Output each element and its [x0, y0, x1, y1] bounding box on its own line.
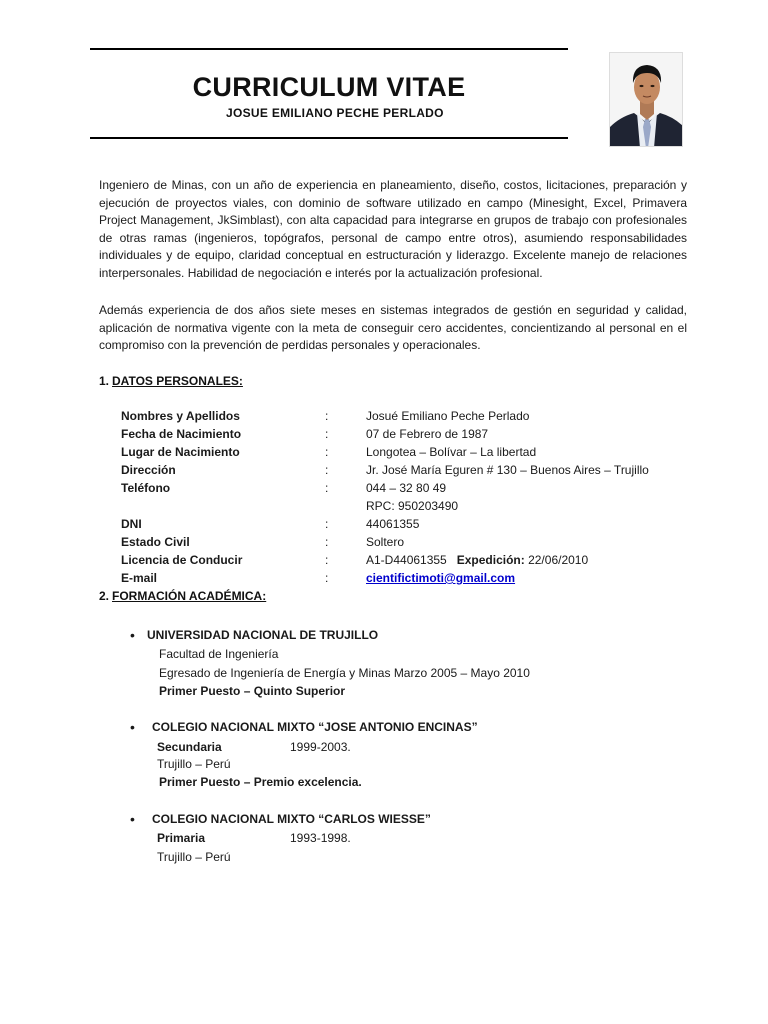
row-label: Dirección [121, 463, 176, 477]
education-institution: COLEGIO NACIONAL MIXTO “JOSE ANTONIO ENCINAS” [152, 720, 478, 734]
row-value [366, 551, 588, 569]
section-title: FORMACIÓN ACADÉMICA: [112, 589, 267, 603]
row-colon: : [325, 535, 329, 549]
license-number: A1-D44061355 [366, 553, 447, 567]
education-place: Trujillo – Perú [157, 757, 231, 771]
row-colon: : [325, 463, 329, 477]
summary-paragraph-2: Además experiencia de dos años siete meses en sistemas integrados de gestión en seguridad y calidad, aplicación de normativa vigente con la meta de conseguir cero accidentes, concientizando al personal en el compromiso con la prevención de perdidas personales y operacionales. [99, 303, 687, 353]
row-value: 44061355 [366, 517, 420, 531]
education-award: Primer Puesto – Premio excelencia. [159, 775, 362, 789]
summary-paragraph-1: Ingeniero de Minas, con un año de experiencia en planeamiento, diseño, costos, licitaciones, preparación y ejecución de proyectos viales, con dominio de software utilizado en campo (Minesight, Excel, Primavera Project Management, JkSimblast), con alta capacidad para integrarse en grupos de trabajo con profesionales de otras ramas (ingenieros, topógrafos, personal de campo entre otros), asumiendo responsabilidades individuales y de equipo, claridad conceptual en estructuración y liderazgo. Excelente manejo de relaciones interpersonales. Habilidad de negociación e interés por la actualización profesional. [99, 178, 687, 280]
education-degree: Egresado de Ingeniería de Energía y Minas Marzo 2005 – Mayo 2010 [159, 666, 530, 680]
row-label: E-mail [121, 571, 158, 585]
row-colon: : [325, 445, 329, 459]
education-years: 1999-2003. [290, 740, 351, 754]
row-colon: : [325, 481, 329, 495]
license-issue-label: Expedición: [456, 553, 525, 567]
cv-title: CURRICULUM VITAE [192, 72, 466, 102]
education-faculty: Facultad de Ingeniería [159, 647, 279, 661]
row-label: Licencia de Conducir [121, 553, 243, 567]
license-issue-date: 22/06/2010 [524, 553, 589, 567]
education-level: Primaria [157, 831, 206, 845]
education-years: 1993-1998. [290, 831, 351, 845]
row-label: DNI [121, 517, 142, 531]
row-label: Nombres y Apellidos [121, 409, 240, 423]
row-value: Jr. José María Eguren # 130 – Buenos Aires – Trujillo [366, 463, 649, 477]
row-colon: : [325, 409, 329, 423]
bullet-icon: • [130, 811, 135, 827]
row-value: Longotea – Bolívar – La libertad [366, 445, 537, 459]
bullet-icon: • [130, 627, 135, 643]
row-value: RPC: 950203490 [366, 499, 459, 513]
row-colon: : [325, 427, 329, 441]
bullet-icon: • [130, 719, 135, 735]
row-colon: : [325, 571, 329, 585]
education-award: Primer Puesto – Quinto Superior [159, 684, 346, 698]
row-colon: : [325, 517, 329, 531]
email-link[interactable]: cientifictimoti@gmail.com [366, 571, 516, 585]
row-label: Teléfono [121, 481, 171, 495]
cv-name: JOSUE EMILIANO PECHE PERLADO [226, 106, 444, 120]
profile-photo [609, 52, 683, 147]
section-title: DATOS PERSONALES: [112, 374, 243, 388]
header-top-rule [90, 48, 568, 50]
education-place: Trujillo – Perú [157, 850, 231, 864]
row-value [366, 569, 515, 587]
section-number: 1. [99, 374, 110, 388]
row-label: Fecha de Nacimiento [121, 427, 242, 441]
row-value: 07 de Febrero de 1987 [366, 427, 489, 441]
education-level: Secundaria [157, 740, 222, 754]
row-value: 044 – 32 80 49 [366, 481, 447, 495]
row-value: Josué Emiliano Peche Perlado [366, 409, 530, 423]
section-heading-personal [99, 374, 243, 388]
education-institution: COLEGIO NACIONAL MIXTO “CARLOS WIESSE” [152, 812, 431, 826]
row-value: Soltero [366, 535, 405, 549]
profile-photo-image [610, 53, 683, 147]
header-bottom-rule [90, 137, 568, 139]
row-label: Lugar de Nacimiento [121, 445, 240, 459]
row-colon: : [325, 553, 329, 567]
section-heading-education [99, 589, 266, 603]
section-number: 2. [99, 589, 110, 603]
row-label: Estado Civil [121, 535, 190, 549]
education-institution: UNIVERSIDAD NACIONAL DE TRUJILLO [147, 628, 379, 642]
